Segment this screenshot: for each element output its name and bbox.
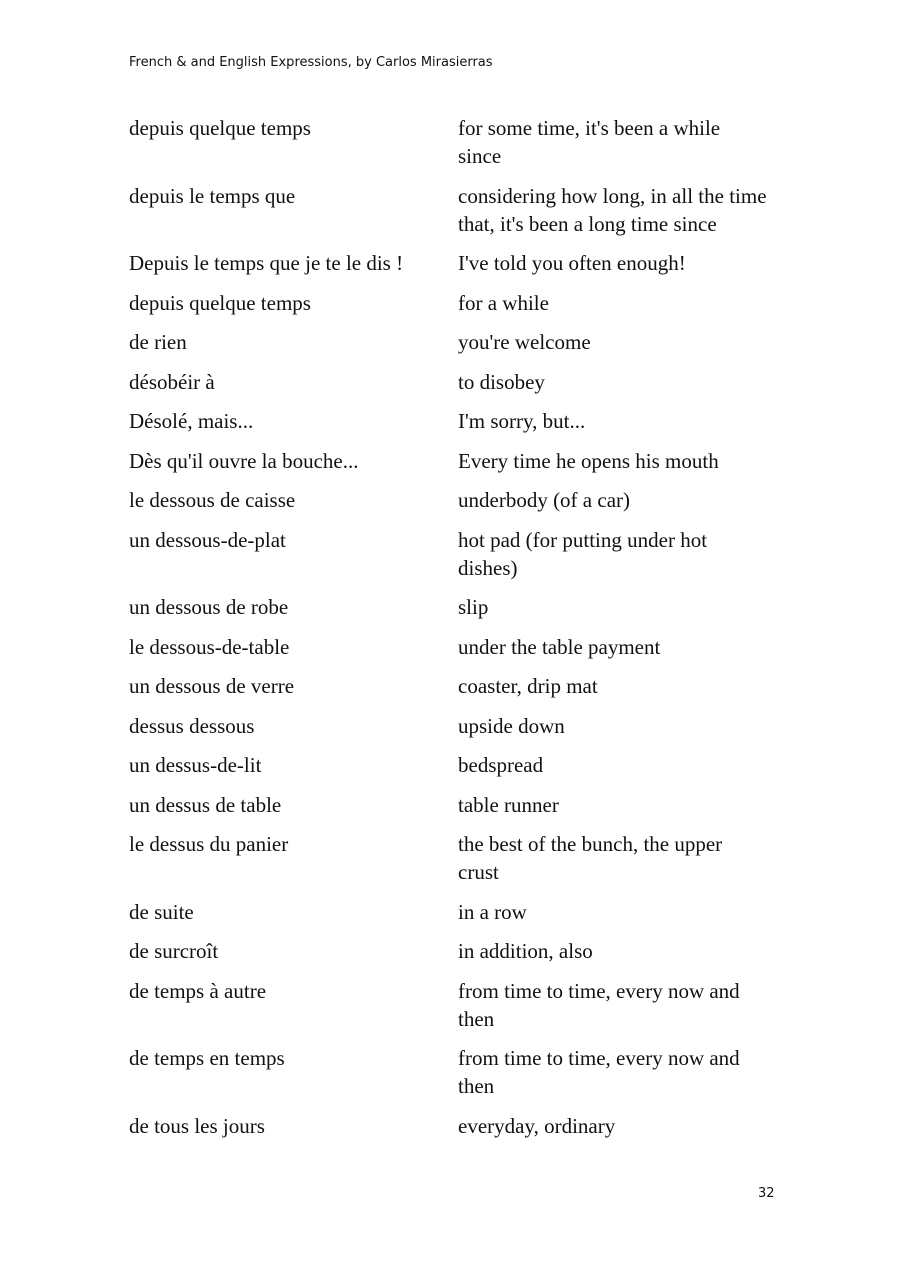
french-expression: depuis quelque temps xyxy=(129,116,311,140)
list-item xyxy=(129,447,789,475)
english-translation: hot pad (for putting under hot dishes) xyxy=(458,527,708,580)
french-expression: Dès qu'il ouvre la bouche... xyxy=(129,448,359,473)
running-header: French & and English Expressions, by Carlos Mirasierras xyxy=(129,55,493,70)
list-item xyxy=(129,1112,789,1140)
english-translation: everyday, ordinary xyxy=(458,1113,616,1138)
list-item xyxy=(129,486,789,514)
english-translation: table runner xyxy=(458,792,559,817)
list-item xyxy=(129,898,789,926)
french-expression: de suite xyxy=(129,899,194,924)
french-expression: le dessus du panier xyxy=(129,832,289,856)
list-item xyxy=(129,712,789,740)
english-translation: in addition, also xyxy=(458,939,593,963)
french-expression: désobéir à xyxy=(129,369,215,394)
french-expression: un dessous de robe xyxy=(129,595,289,619)
list-item xyxy=(129,328,789,356)
french-expression: Depuis le temps que je te le dis ! xyxy=(129,251,404,275)
list-item xyxy=(129,977,789,1033)
english-translation: from time to time, every now and then xyxy=(458,978,740,1031)
list-item xyxy=(129,1044,789,1100)
french-expression: un dessous de verre xyxy=(129,674,295,698)
list-item xyxy=(129,182,789,238)
french-expression: depuis quelque temps xyxy=(129,290,311,315)
french-expression: un dessous-de-plat xyxy=(129,527,286,552)
list-item xyxy=(129,672,789,700)
english-translation: from time to time, every now and then xyxy=(458,1046,740,1098)
english-translation: under the table payment xyxy=(458,634,661,659)
french-expression: de surcroît xyxy=(129,939,219,963)
french-expression: de temps à autre xyxy=(129,978,267,1003)
expression-list xyxy=(129,114,789,1151)
english-translation: underbody (of a car) xyxy=(458,488,630,512)
english-translation: you're welcome xyxy=(458,330,591,354)
list-item xyxy=(129,830,789,886)
english-translation: in a row xyxy=(458,899,527,924)
french-expression: depuis le temps que xyxy=(129,183,296,208)
french-expression: un dessus-de-lit xyxy=(129,753,262,777)
french-expression: le dessous de caisse xyxy=(129,488,296,512)
english-translation: I'm sorry, but... xyxy=(458,409,586,433)
french-expression: de rien xyxy=(129,330,187,354)
english-translation: coaster, drip mat xyxy=(458,674,598,698)
french-expression: Désolé, mais... xyxy=(129,409,254,433)
french-expression: le dessous-de-table xyxy=(129,634,290,659)
list-item xyxy=(129,937,789,965)
english-translation: bedspread xyxy=(458,753,544,777)
french-expression: de temps en temps xyxy=(129,1046,285,1070)
list-item xyxy=(129,368,789,396)
french-expression: de tous les jours xyxy=(129,1113,265,1138)
english-translation: to disobey xyxy=(458,369,545,394)
list-item xyxy=(129,751,789,779)
english-translation: upside down xyxy=(458,713,565,738)
french-expression: dessus dessous xyxy=(129,713,255,738)
list-item xyxy=(129,633,789,661)
english-translation: Every time he opens his mouth xyxy=(458,448,719,473)
english-translation: for some time, it's been a while since xyxy=(458,116,721,168)
list-item xyxy=(129,289,789,317)
list-item xyxy=(129,593,789,621)
list-item xyxy=(129,407,789,435)
french-expression: un dessus de table xyxy=(129,792,282,817)
english-translation: the best of the bunch, the upper crust xyxy=(458,832,723,884)
english-translation: for a while xyxy=(458,290,549,315)
english-translation: considering how long, in all the time that, it's been a long time since xyxy=(458,183,767,236)
english-translation: slip xyxy=(458,595,489,619)
page-number: 32 xyxy=(758,1186,775,1201)
english-translation: I've told you often enough! xyxy=(458,251,686,275)
list-item xyxy=(129,526,789,582)
list-item xyxy=(129,791,789,819)
list-item xyxy=(129,114,789,170)
list-item xyxy=(129,249,789,277)
